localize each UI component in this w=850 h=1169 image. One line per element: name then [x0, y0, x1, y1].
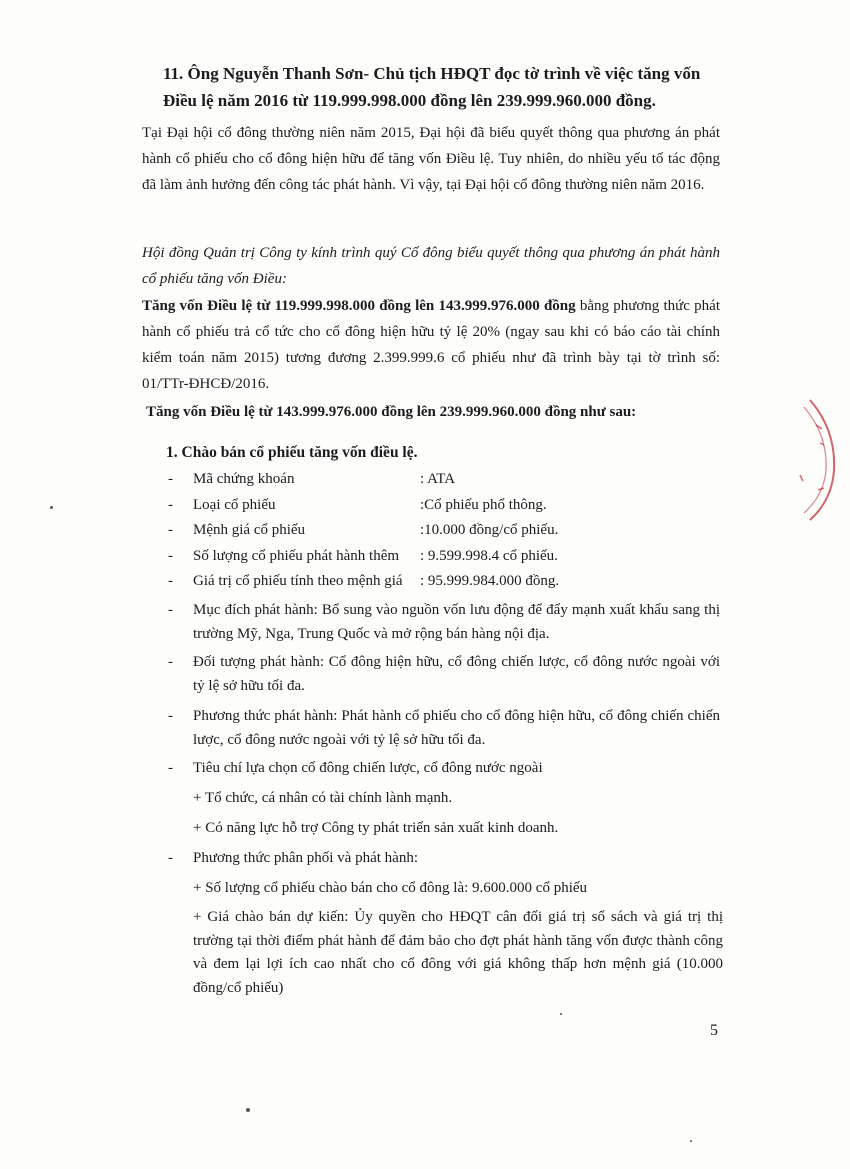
detail-value: : 95.999.984.000 đồng. — [420, 573, 560, 589]
detail-value: :10.000 đồng/cổ phiếu. — [420, 522, 559, 538]
bullet-criteria — [168, 757, 720, 781]
bullet-text: Phương thức phân phối và phát hành: — [193, 850, 418, 866]
detail-label: Loại cổ phiếu — [193, 496, 276, 513]
dash-marker: - — [168, 496, 173, 513]
criteria-item-finance: + Tổ chức, cá nhân có tài chính lành mạnh. — [193, 790, 453, 806]
increase-1-bold: Tăng vốn Điều lệ từ 119.999.998.000 đồng lên 143.999.976.000 đồng — [142, 298, 576, 314]
detail-label: Số lượng cổ phiếu phát hành thêm — [193, 547, 400, 564]
heading-line-1: 11. Ông Nguyễn Thanh Sơn- Chủ tịch HĐQT đọc tờ trình về việc tăng vốn — [163, 64, 701, 83]
distribution-item-price: + Giá chào bán dự kiến: Ủy quyền cho HĐQT cân đối giá trị sổ sách và giá trị thị trường tại thời điểm phát hành để đảm bảo cho đợt phát hành tăng vốn được thành công và đem lại lợi ích cao nhất cho cổ đông với giá không thấp hơn mệnh giá (10.000 đồng/cổ phiếu) — [193, 909, 723, 996]
share-details-list — [168, 467, 728, 595]
scan-speck — [560, 1013, 562, 1015]
detail-label: Mệnh giá cổ phiếu — [193, 522, 306, 538]
red-stamp-fragment — [790, 395, 840, 525]
distribution-item-quantity: + Số lượng cổ phiếu chào bán cho cổ đông là: 9.600.000 cổ phiếu — [193, 880, 588, 896]
dash-marker: - — [168, 760, 173, 776]
section-heading — [163, 60, 733, 114]
detail-row — [168, 544, 728, 570]
detail-row — [168, 569, 728, 595]
dash-marker: - — [168, 547, 173, 564]
proposal-paragraph: Hội đồng Quản trị Công ty kính trình quý Cổ đông biểu quyết thông qua phương án phát hành cổ phiếu tăng vốn Điều: — [142, 245, 720, 287]
increase-1-paragraph — [142, 293, 720, 397]
detail-row — [168, 467, 728, 493]
detail-value: : ATA — [420, 471, 456, 487]
dash-marker: - — [168, 602, 173, 618]
scan-speck — [246, 1108, 250, 1112]
bullet-text: Tiêu chí lựa chọn cổ đông chiến lược, cổ đông nước ngoài — [193, 760, 543, 776]
bullet-target — [168, 651, 720, 698]
page-number: 5 — [710, 1022, 718, 1039]
dash-marker: - — [168, 471, 173, 487]
section-1-title: 1. Chào bán cổ phiếu tăng vốn điều lệ. — [166, 444, 418, 461]
bullet-text: Phương thức phát hành: Phát hành cổ phiếu cho cổ đông hiện hữu, cổ đông chiến chiến lược, cổ đông nước ngoài với tỷ lệ sở hữu tối đa. — [193, 708, 720, 748]
bullet-purpose — [168, 599, 720, 646]
detail-row — [168, 518, 728, 544]
bullet-text: Đối tượng phát hành: Cổ đông hiện hữu, cổ đông chiến lược, cổ đông nước ngoài với tỷ lệ sở hữu tối đa. — [193, 654, 720, 694]
dash-marker: - — [168, 573, 173, 589]
intro-paragraph: Tại Đại hội cổ đông thường niên năm 2015, Đại hội đã biểu quyết thông qua phương án phát hành cổ phiếu cho cổ đông hiện hữu để tăng vốn Điều lệ. Tuy nhiên, do nhiều yếu tố tác động đã làm ảnh hưởng đến công tác phát hành. Vì vậy, tại Đại hội cổ đông thường niên năm 2016. — [142, 125, 720, 193]
bullet-text: Mục đích phát hành: Bổ sung vào nguồn vốn lưu động để đẩy mạnh xuất khẩu sang thị trường Mỹ, Nga, Trung Quốc và mở rộng bán hàng nội địa. — [193, 602, 720, 642]
criteria-item-capability: + Có năng lực hỗ trợ Công ty phát triển sản xuất kinh doanh. — [193, 820, 559, 836]
dash-marker: - — [168, 654, 173, 670]
dash-marker: - — [168, 708, 173, 724]
detail-label: Mã chứng khoán — [193, 471, 295, 487]
bullet-distribution — [168, 847, 720, 871]
increase-1-rest: bằng phương thức phát hành cổ phiếu trả cổ tức cho cổ đông hiện hữu tỷ lệ 20% (ngay sau khi có báo cáo tài chính kiểm toán năm 2015) tương đương 2.399.999.6 cổ phiếu như đã trình bày tại tờ trình số: 01/TTr-ĐHCĐ/2016. — [142, 298, 720, 392]
detail-value: :Cổ phiếu phổ thông. — [420, 496, 547, 513]
detail-value: : 9.599.998.4 cổ phiếu. — [420, 547, 558, 564]
increase-2-paragraph: Tăng vốn Điều lệ từ 143.999.976.000 đồng lên 239.999.960.000 đồng như sau: — [146, 404, 637, 420]
detail-label: Giá trị cổ phiếu tính theo mệnh giá — [193, 573, 403, 589]
bullet-method — [168, 705, 720, 752]
scan-speck — [690, 1140, 692, 1142]
detail-row — [168, 493, 728, 519]
scan-speck — [50, 506, 53, 509]
heading-line-2: Điều lệ năm 2016 từ 119.999.998.000 đồng lên 239.999.960.000 đồng. — [163, 91, 656, 110]
dash-marker: - — [168, 522, 173, 538]
dash-marker: - — [168, 850, 173, 866]
